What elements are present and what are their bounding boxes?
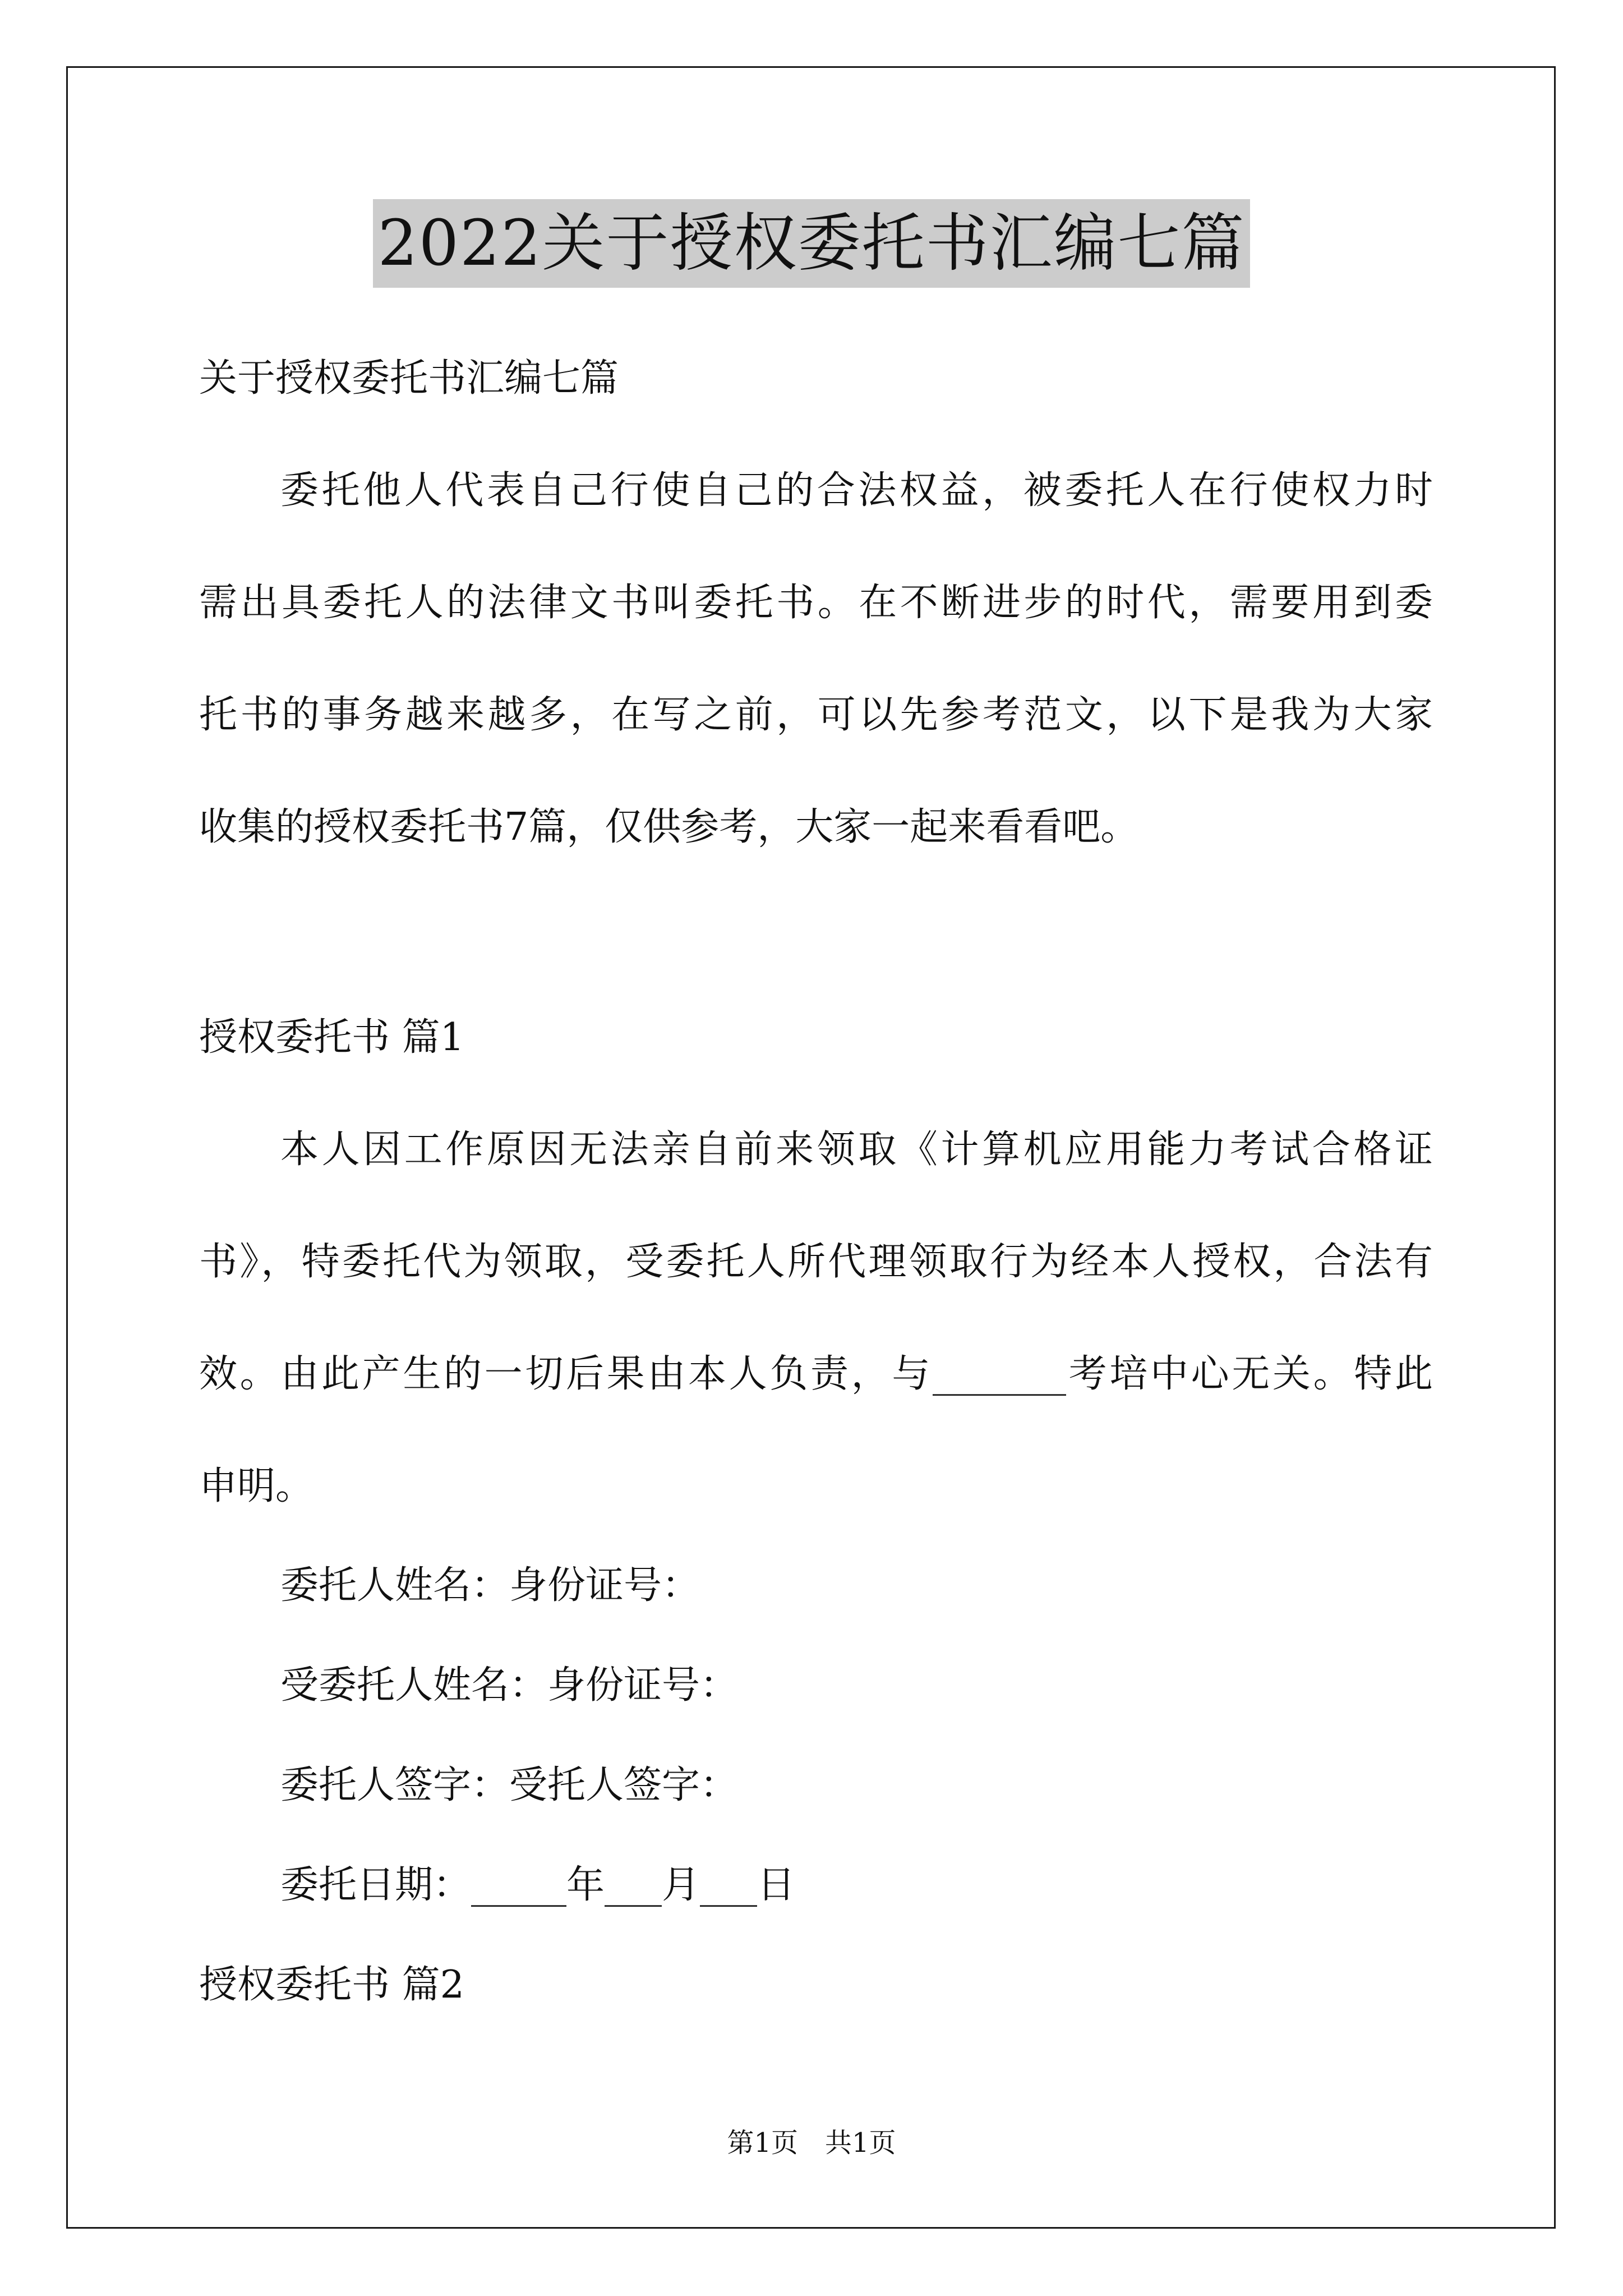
principal-field: 委托人姓名：身份证号： bbox=[280, 1563, 700, 1608]
intro-line-2: 需出具委托人的法律文书叫委托书。在不断进步的时代，需要用到委 bbox=[199, 581, 1433, 625]
section-1-line-1: 本人因工作原因无法亲自前来领取《计算机应用能力考试合格证 bbox=[280, 1128, 1433, 1172]
date-field: 委托日期：_____年___月___日 bbox=[280, 1863, 796, 1907]
signature-field: 委托人签字：受托人签字： bbox=[280, 1763, 739, 1807]
document-title: 2022关于授权委托书汇编七篇 bbox=[373, 199, 1249, 288]
intro-line-4: 收集的授权委托书7篇，仅供参考，大家一起来看看吧。 bbox=[199, 805, 1139, 849]
document-subtitle: 关于授权委托书汇编七篇 bbox=[199, 356, 619, 401]
intro-line-3: 托书的事务越来越多，在写之前，可以先参考范文，以下是我为大家 bbox=[199, 693, 1433, 737]
section-1-line-3: 效。由此产生的一切后果由本人负责，与_______考培中心无关。特此 bbox=[199, 1352, 1433, 1396]
section-2-heading: 授权委托书 篇2 bbox=[199, 1963, 464, 2007]
page-footer: 第1页 共1页 bbox=[727, 2127, 896, 2159]
section-1-line-4: 申明。 bbox=[199, 1464, 314, 1508]
section-1-line-2: 书》，特委托代为领取，受委托人所代理领取行为经本人授权，合法有 bbox=[199, 1240, 1433, 1284]
title-container bbox=[0, 199, 1623, 288]
section-1-heading: 授权委托书 篇1 bbox=[199, 1015, 464, 1060]
intro-line-1: 委托他人代表自己行使自己的合法权益，被委托人在行使权力时 bbox=[280, 468, 1433, 513]
agent-field: 受委托人姓名：身份证号： bbox=[280, 1663, 739, 1708]
